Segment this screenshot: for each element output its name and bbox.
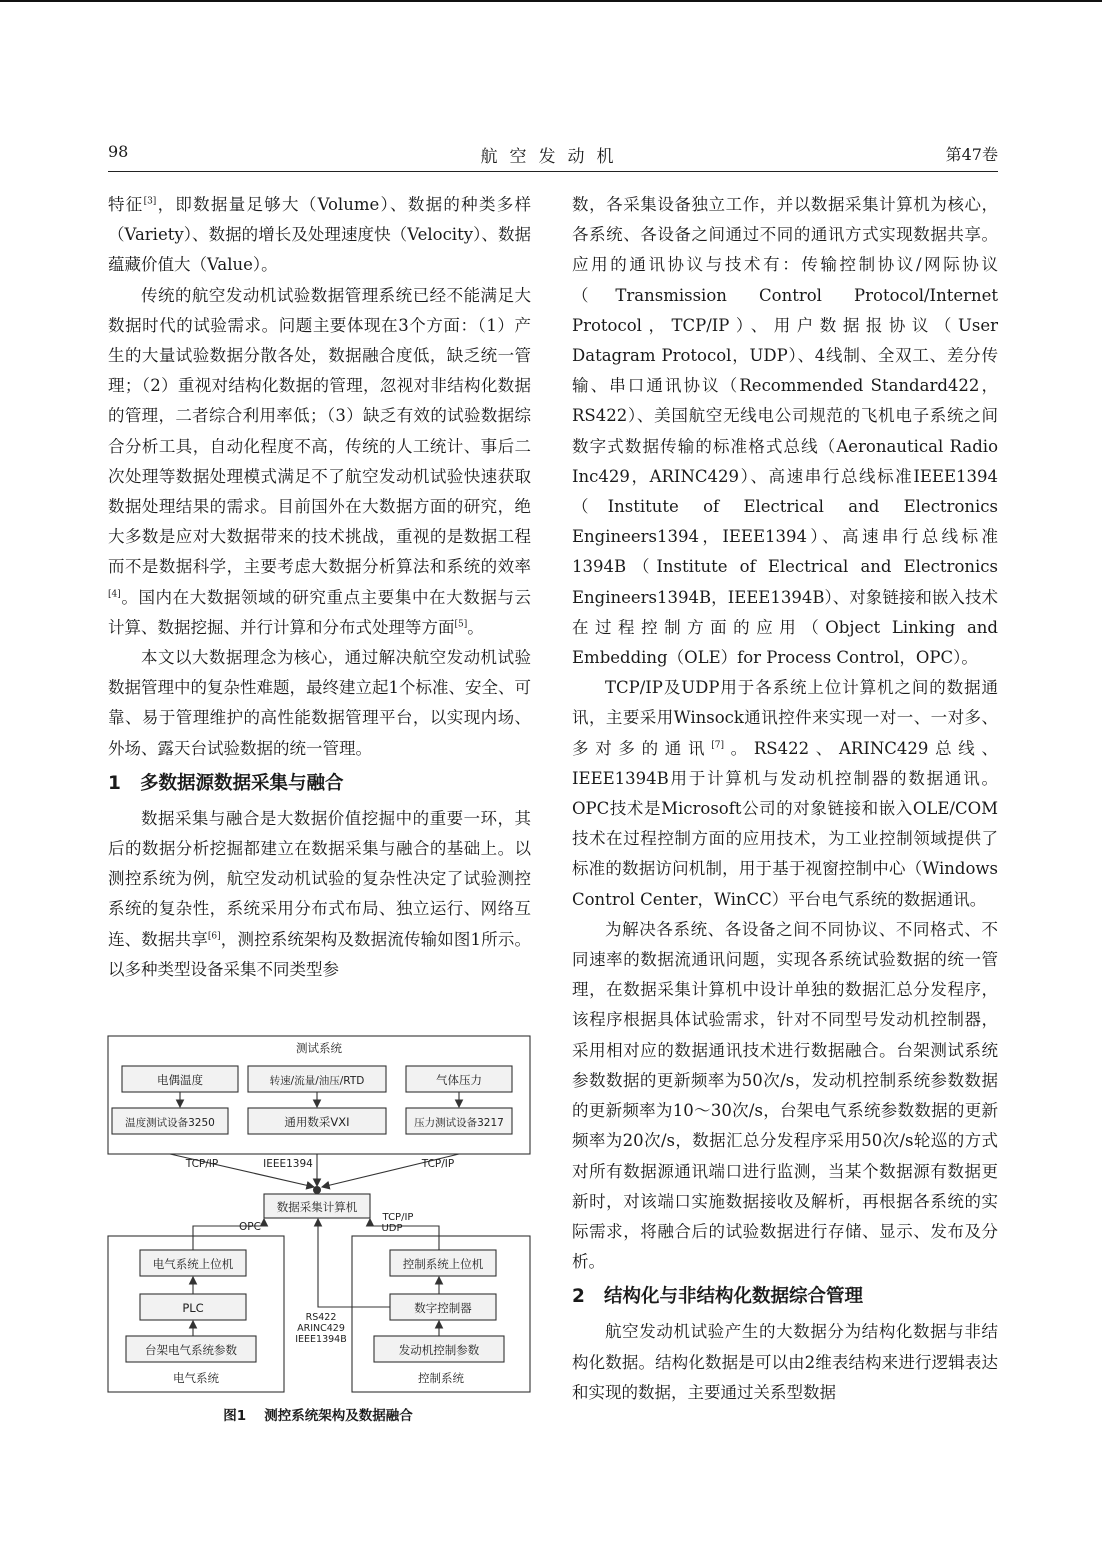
section-title: 多数据源数据采集与融合 <box>140 772 344 794</box>
citation: [4] <box>108 589 121 600</box>
text-run: 特征 <box>108 195 144 214</box>
text-run: 。RS422、ARINC429总线、IEEE1394B用于计算机与发动机控制器的数据通讯。OPC技术是Microsoft公司的对象链接和嵌入OLE/COM技术在过程控制方面的应用技术，为工业控制领域提供了标准的数据访问机制，用于基于视窗控制中心（Windows Control Center，WinCC）平台电气系统的数据通讯。 <box>572 738 999 909</box>
gas-pressure-label: 气体压力 <box>436 1073 482 1087</box>
tcpip-udp-label-1: TCP/IP <box>382 1212 414 1223</box>
ieee1394-label: IEEE1394 <box>263 1158 313 1170</box>
text-run: 。国内在大数据领域的研究重点主要集中在大数据与云计算、数据挖掘、并行计算和分布式处理等方面 <box>108 587 531 637</box>
ieee1394b-label: IEEE1394B <box>295 1334 347 1345</box>
paragraph: 数，各采集设备独立工作，并以数据采集计算机为核心，各系统、各设备之间通过不同的通讯方式实现数据共享。应用的通讯协议与技术有：传输控制协议/网际协议（Transmission Control Protocol/Internet Protocol，TCP/IP）、用户数据报协议（User Datagram Protocol，UDP）、4线制、全双工、差分传输、串口通讯协议（Recommended Standard422，RS422）、美国航空无线电公司规范的飞机电子系统之间数字式数据传输的标准格式总线（Aeronautical Radio Inc429，ARINC429）、高速串行总线标准IEEE1394（Institute of Electrical and Electronics Engineers1394，IEEE1394）、高速串行总线标准1394B（Institute of Electrical and Electronics Engineers1394B，IEEE1394B）、对象链接和嵌入技术在过程控制方面的应用（Object Linking and Embedding（OLE）for Process Control，OPC）。 <box>572 195 998 668</box>
section-number: 2 <box>572 1286 585 1308</box>
pressure-device-label: 压力测试设备3217 <box>414 1117 504 1129</box>
text-run: ，测控系统架构及数据流传输如图1所示。以多种类型设备采集不同类型参 <box>108 929 532 979</box>
hub-node <box>313 1186 321 1194</box>
electrical-system-label: 电气系统 <box>173 1371 219 1385</box>
section-title: 结构化与非结构化数据综合管理 <box>604 1286 864 1308</box>
citation: [3] <box>143 196 157 207</box>
architecture-diagram <box>104 1030 532 1400</box>
plc-label: PLC <box>182 1301 204 1315</box>
rs422-label: RS422 <box>305 1312 337 1323</box>
citation: [5] <box>454 619 468 630</box>
figure-1 <box>104 1030 532 1428</box>
caption-number: 图1 <box>223 1408 247 1424</box>
section-heading <box>108 766 531 802</box>
text-run: 数据采集与融合是大数据价值挖掘中的重要一环，其后的数据分析挖掘都建立在数据采集与融合的基础上。以测控系统为例，航空发动机试验的复杂性决定了试验测控系统的复杂性，系统采用分布式布局、独立运行、网络互连、数据共享 <box>108 808 531 949</box>
page-number: 98 <box>108 142 129 161</box>
paragraph <box>108 190 531 281</box>
paragraph: 航空发动机试验产生的大数据分为结构化数据与非结构化数据。结构化数据是可以由2维表结构来进行逻辑表达和实现的数据，主要通过关系型数据 <box>572 1322 998 1402</box>
daq-computer-label: 数据采集计算机 <box>276 1200 358 1214</box>
text-run: TCP/IP及UDP用于各系统上位计算机之间的数据通讯，主要采用Winsock通讯控件来实现一对一、一对多、多对多的通讯 <box>572 678 998 758</box>
paragraph: 本文以大数据理念为核心，通过解决航空发动机试验数据管理中的复杂性难题，最终建立起1个标准、安全、可靠、易于管理维护的高性能数据管理平台，以实现内场、外场、露天台试验数据的统一管理。 <box>108 648 531 758</box>
journal-title: 航空发动机 <box>480 147 626 167</box>
section-heading <box>572 1279 998 1315</box>
right-column <box>572 190 998 1408</box>
electrical-param-label: 台架电气系统参数 <box>145 1343 237 1357</box>
paragraph <box>108 804 531 985</box>
control-host-label: 控制系统上位机 <box>402 1257 484 1271</box>
citation: [6] <box>207 931 221 942</box>
arinc429-label: ARINC429 <box>297 1323 345 1334</box>
running-header <box>108 142 998 168</box>
tcpip-left-label: TCP/IP <box>185 1158 219 1170</box>
thermocouple-label: 电偶温度 <box>157 1073 203 1087</box>
caption-text: 测控系统架构及数据融合 <box>264 1408 413 1424</box>
text-run: 。 <box>467 617 484 637</box>
test-system-label: 测试系统 <box>296 1041 342 1055</box>
figure-caption <box>104 1404 532 1424</box>
paragraph <box>108 281 531 643</box>
paragraph: 为解决各系统、各设备之间不同协议、不同格式、不同速率的数据流通讯问题，实现各系统试验数据的统一管理，在数据采集计算机中设计单独的数据汇总分发程序，该程序根据具体试验需求，针对不同型号发动机控制器，采用相对应的数据通讯技术进行数据融合。台架测试系统参数数据的更新频率为50次/s，发动机控制系统参数数据的更新频率为10～30次/s，台架电气系统参数数据的更新频率为20次/s，数据汇总分发程序采用50次/s轮巡的方式对所有数据源通讯端口进行监测，当某个数据源有数据更新时，对该端口实施数据接收及解析，再根据各系统的实际需求，将融合后的试验数据进行存储、显示、发布及分析。 <box>572 919 998 1272</box>
text-run: ，即数据量足够大（Volume）、数据的种类多样（Variety）、数据的增长及处理速度快（Velocity）、数据蕴藏价值大（Value）。 <box>108 195 531 275</box>
volume-label: 第47卷 <box>945 145 998 164</box>
digital-controller-label: 数字控制器 <box>414 1301 472 1315</box>
paragraph <box>572 673 998 915</box>
engine-param-label: 发动机控制参数 <box>398 1343 480 1357</box>
control-system-label: 控制系统 <box>418 1371 464 1385</box>
section-number: 1 <box>108 772 121 794</box>
tcpip-udp-label-2: UDP <box>381 1223 403 1234</box>
temp-device-label: 温度测试设备3250 <box>125 1117 215 1129</box>
electrical-host-label: 电气系统上位机 <box>152 1257 234 1271</box>
header-rule <box>108 171 998 172</box>
opc-label: OPC <box>239 1221 261 1233</box>
page-top-rule <box>0 0 1102 2</box>
citation: [7] <box>711 740 724 751</box>
left-column <box>108 190 531 985</box>
tcpip-right-label: TCP/IP <box>421 1158 455 1170</box>
speed-flow-label: 转速/流量/油压/RTD <box>269 1075 365 1087</box>
vxi-label: 通用数采VXI <box>284 1115 350 1129</box>
text-run: 传统的航空发动机试验数据管理系统已经不能满足大数据时代的试验需求。问题主要体现在3个方面：（1）产生的大量试验数据分散各处，数据融合度低，缺乏统一管理；（2）重视对结构化数据的管理，忽视对非结构化数据的管理，二者综合利用率低；（3）缺乏有效的试验数据综合分析工具，自动化程度不高，传统的人工统计、事后二次处理等数据处理模式满足不了航空发动机试验快速获取数据处理结果的需求。目前国外在大数据方面的研究，绝大多数是应对大数据带来的技术挑战，重视的是数据工程而不是数据科学，主要考虑大数据分析算法和系统的效率 <box>108 285 531 577</box>
